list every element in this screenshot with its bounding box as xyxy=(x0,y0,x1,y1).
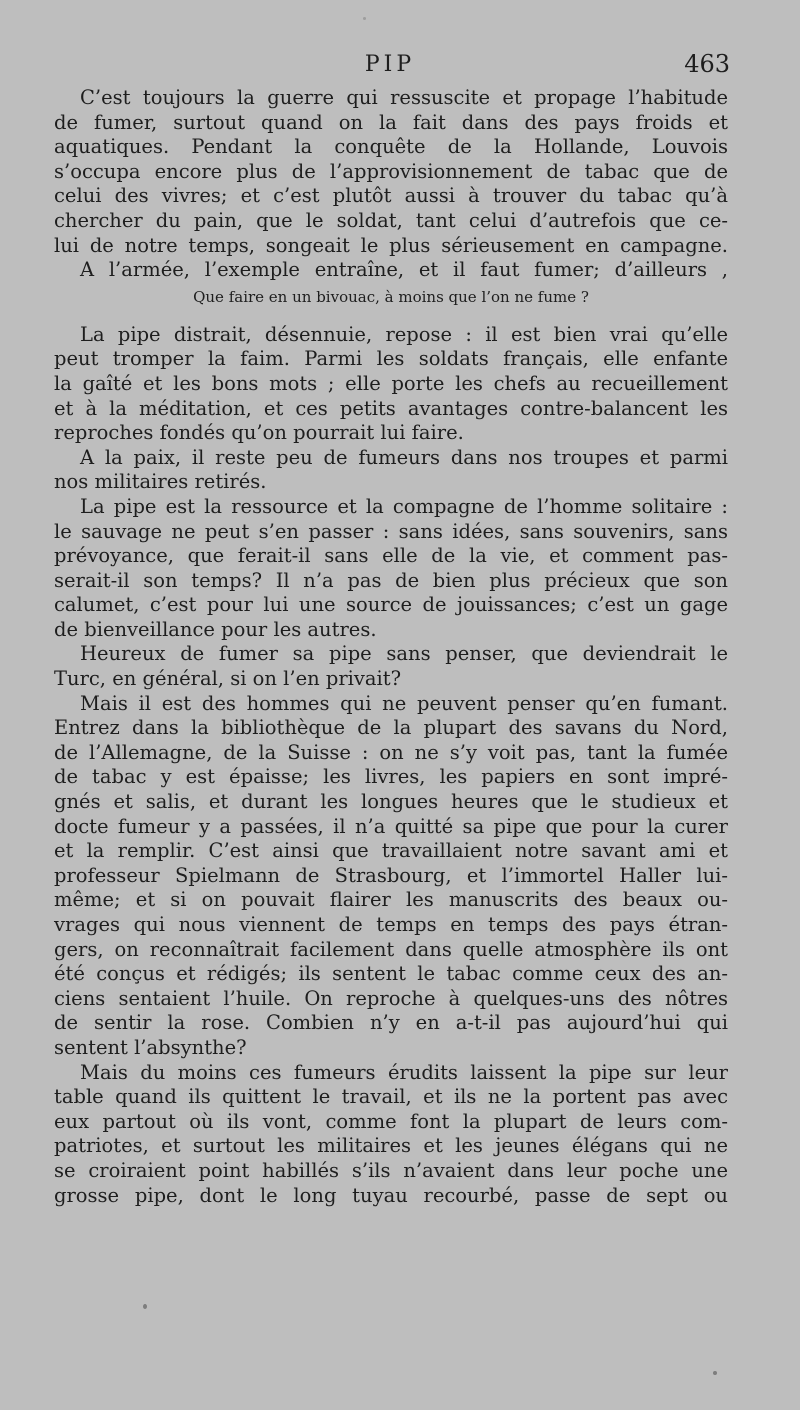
text-line: patriotes, et surtout les militaires et les jeunes élégans qui ne xyxy=(54,1134,728,1158)
text-line: professeur Spielmann de Strasbourg, et l’immortel Haller lui- xyxy=(54,863,728,887)
paper-speck xyxy=(143,1304,147,1309)
text-line: gnés et salis, et durant les longues heures que le studieux et xyxy=(54,790,728,814)
text-line: grosse pipe, dont le long tuyau recourbé, passe de sept ou xyxy=(54,1183,728,1207)
text-line: reproches fondés qu’on pourrait lui faire. xyxy=(54,421,464,445)
text-line: se croiraient point habillés s’ils n’avaient dans leur poche une xyxy=(54,1158,728,1182)
text-line: Mais il est des hommes qui ne peuvent penser qu’en fumant. xyxy=(80,691,728,715)
text-line: La pipe est la ressource et la compagne de l’homme solitaire : xyxy=(80,494,728,518)
text-line: nos militaires retirés. xyxy=(54,470,267,494)
text-line: lui de notre temps, songeait le plus sérieusement en campagne. xyxy=(54,233,728,257)
verse-quote: Que faire en un bivouac, à moins que l’on ne fume ? xyxy=(193,287,589,306)
paper-speck xyxy=(713,1371,717,1375)
text-line: de sentir la rose. Combien n’y en a-t-il pas aujourd’hui qui xyxy=(54,1011,728,1035)
text-line: chercher du pain, que le soldat, tant celui d’autrefois que ce- xyxy=(54,208,728,232)
text-line: Turc, en général, si on l’en privait? xyxy=(54,667,402,691)
text-line: eux partout où ils vont, comme font la plupart de leurs com- xyxy=(54,1109,728,1133)
text-line: gers, on reconnaîtrait facilement dans quelle atmosphère ils ont xyxy=(54,937,728,961)
text-line: la gaîté et les bons mots ; elle porte les chefs au recueillement xyxy=(54,371,728,395)
text-line: Entrez dans la bibliothèque de la plupart des savans du Nord, xyxy=(54,716,728,740)
text-line: serait-il son temps? Il n’a pas de bien plus précieux que son xyxy=(54,568,728,592)
paper-speck xyxy=(363,17,366,20)
text-line: sentent l’absynthe? xyxy=(54,1035,247,1059)
text-line: calumet, c’est pour lui une source de jouissances; c’est un gage xyxy=(54,593,728,617)
page-header xyxy=(50,50,730,82)
text-line: La pipe distrait, désennuie, repose : il est bien vrai qu’elle xyxy=(80,322,728,346)
text-line: même; et si on pouvait flairer les manuscrits des beaux ou- xyxy=(54,888,728,912)
text-line: vrages qui nous viennent de temps en temps des pays étran- xyxy=(54,913,728,936)
running-head: PIP xyxy=(364,52,416,77)
text-line: le sauvage ne peut s’en passer : sans idées, sans souvenirs, sans xyxy=(54,519,728,543)
text-line: Mais du moins ces fumeurs érudits laissent la pipe sur leur xyxy=(80,1060,728,1084)
text-line: peut tromper la faim. Parmi les soldats français, elle enfante xyxy=(54,347,728,371)
text-line: et à la méditation, et ces petits avantages contre-balancent les xyxy=(54,396,728,420)
text-line: ciens sentaient l’huile. On reproche à quelques-uns des nôtres xyxy=(54,986,728,1010)
text-line: été conçus et rédigés; ils sentent le tabac comme ceux des an- xyxy=(54,962,728,986)
text-line: A la paix, il reste peu de fumeurs dans nos troupes et parmi xyxy=(80,445,728,469)
text-line: C’est toujours la guerre qui ressuscite et propage l’habitude xyxy=(80,86,728,109)
text-line: prévoyance, que ferait-il sans elle de la vie, et comment pas- xyxy=(54,544,728,568)
text-line: et la remplir. C’est ainsi que travaillaient notre savant ami et xyxy=(54,839,728,863)
page-number: 463 xyxy=(684,50,730,78)
text-line: de fumer, surtout quand on la fait dans des pays froids et xyxy=(54,110,728,134)
text-line: s’occupa encore plus de l’approvisionnement de tabac que de xyxy=(54,159,728,183)
body-text xyxy=(54,86,728,1208)
text-line: celui des vivres; et c’est plutôt aussi à trouver du tabac qu’à xyxy=(54,184,728,208)
text-line: A l’armée, l’exemple entraîne, et il faut fumer; d’ailleurs , xyxy=(80,258,728,282)
text-line: de l’Allemagne, de la Suisse : on ne s’y voit pas, tant la fumée xyxy=(54,740,728,764)
text-line: Heureux de fumer sa pipe sans penser, que deviendrait le xyxy=(80,642,728,666)
text-line: table quand ils quittent le travail, et ils ne la portent pas avec xyxy=(54,1085,728,1109)
text-line: de tabac y est épaisse; les livres, les papiers en sont impré- xyxy=(54,765,728,789)
text-line: aquatiques. Pendant la conquête de la Hollande, Louvois xyxy=(54,135,728,159)
text-line: de bienveillance pour les autres. xyxy=(54,617,377,641)
text-line: docte fumeur y a passées, il n’a quitté sa pipe que pour la curer xyxy=(54,814,728,838)
